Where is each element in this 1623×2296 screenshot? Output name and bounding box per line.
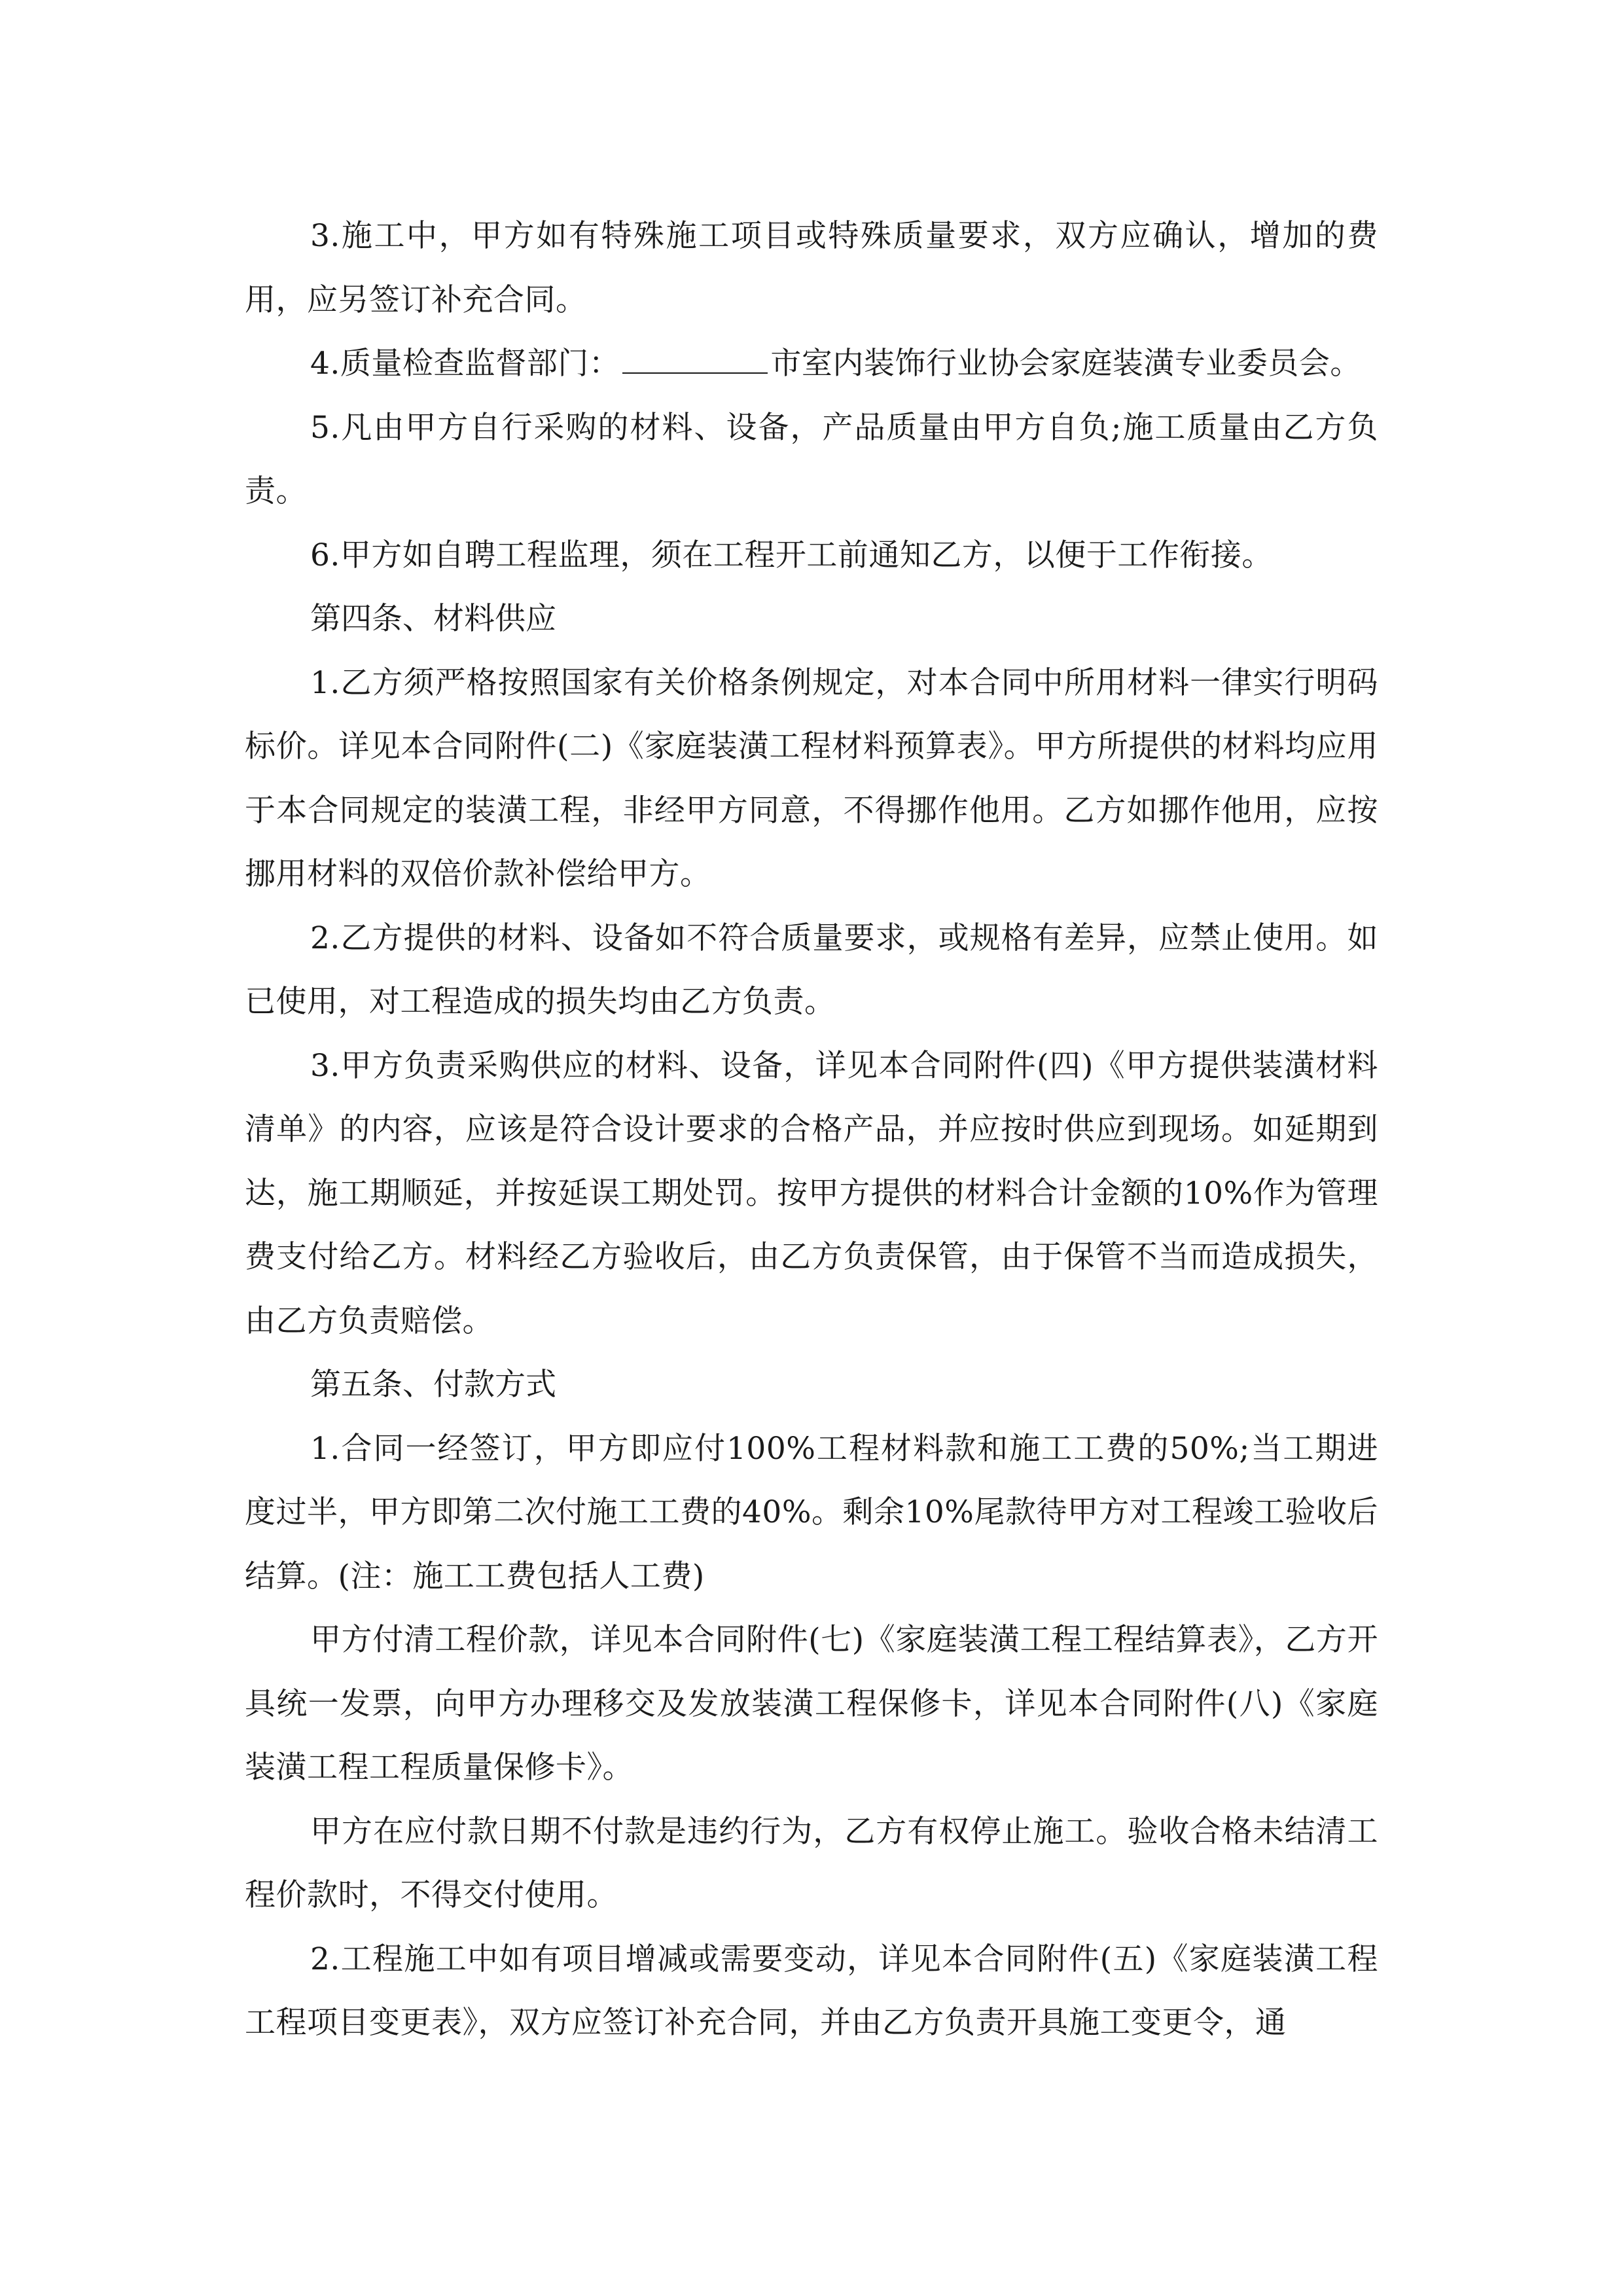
paragraph-article-5-item-2: 2.工程施工中如有项目增减或需要变动，详见本合同附件(五)《家庭装潢工程工程项目变更表》，双方应签订补充合同，并由乙方负责开具施工变更令，通: [245, 1941, 1378, 2041]
paragraph-late-payment: 甲方在应付款日期不付款是违约行为，乙方有权停止施工。验收合格未结清工程价款时，不得交付使用。: [245, 1813, 1378, 1913]
paragraph-item-5-material-quality: 5.凡由甲方自行采购的材料、设备，产品质量由甲方自负;施工质量由乙方负责。: [245, 409, 1378, 509]
paragraph-item-4-quality-dept: [245, 332, 1378, 396]
paragraph-article-4-item-3: 3.甲方负责采购供应的材料、设备，详见本合同附件(四)《甲方提供装潢材料清单》的内容，应该是符合设计要求的合格产品，并应按时供应到现场。如延期到达，施工期顺延，并按延误工期处罚。按甲方提供的材料合计金额的10%作为管理费支付给乙方。材料经乙方验收后，由乙方负责保管，由于保管不当而造成损失，由乙方负责赔偿。: [245, 1047, 1378, 1339]
quality-dept-name: 市室内装饰行业协会家庭装潢专业委员会。: [770, 346, 1361, 382]
blank-city-field: [622, 346, 768, 374]
paragraph-settlement: 甲方付清工程价款，详见本合同附件(七)《家庭装潢工程工程结算表》，乙方开具统一发票，向甲方办理移交及发放装潢工程保修卡，详见本合同附件(八)《家庭装潢工程工程质量保修卡》。: [245, 1622, 1378, 1785]
section-heading-article-5: 第五条、付款方式: [310, 1367, 556, 1403]
paragraph-article-5-item-1: 1.合同一经签订，甲方即应付100%工程材料款和施工工费的50%;当工期进度过半，甲方即第二次付施工工费的40%。剩余10%尾款待甲方对工程竣工验收后结算。(注：施工工费包括人工费): [245, 1430, 1378, 1594]
section-heading-article-4: 第四条、材料供应: [310, 601, 556, 637]
document-body: [245, 204, 1378, 2055]
quality-dept-label: 4.质量检查监督部门：: [310, 346, 620, 382]
paragraph-article-4-item-2: 2.乙方提供的材料、设备如不符合质量要求，或规格有差异，应禁止使用。如已使用，对工程造成的损失均由乙方负责。: [245, 920, 1378, 1020]
paragraph-item-6-supervision: 6.甲方如自聘工程监理，须在工程开工前通知乙方，以便于工作衔接。: [310, 537, 1273, 573]
paragraph-article-4-item-1: 1.乙方须严格按照国家有关价格条例规定，对本合同中所用材料一律实行明码标价。详见本合同附件(二)《家庭装潢工程材料预算表》。甲方所提供的材料均应用于本合同规定的装潢工程，非经甲方同意，不得挪作他用。乙方如挪作他用，应按挪用材料的双倍价款补偿给甲方。: [245, 664, 1378, 892]
paragraph-item-3-extra-costs: 3.施工中，甲方如有特殊施工项目或特殊质量要求，双方应确认，增加的费用，应另签订补充合同。: [245, 218, 1378, 318]
